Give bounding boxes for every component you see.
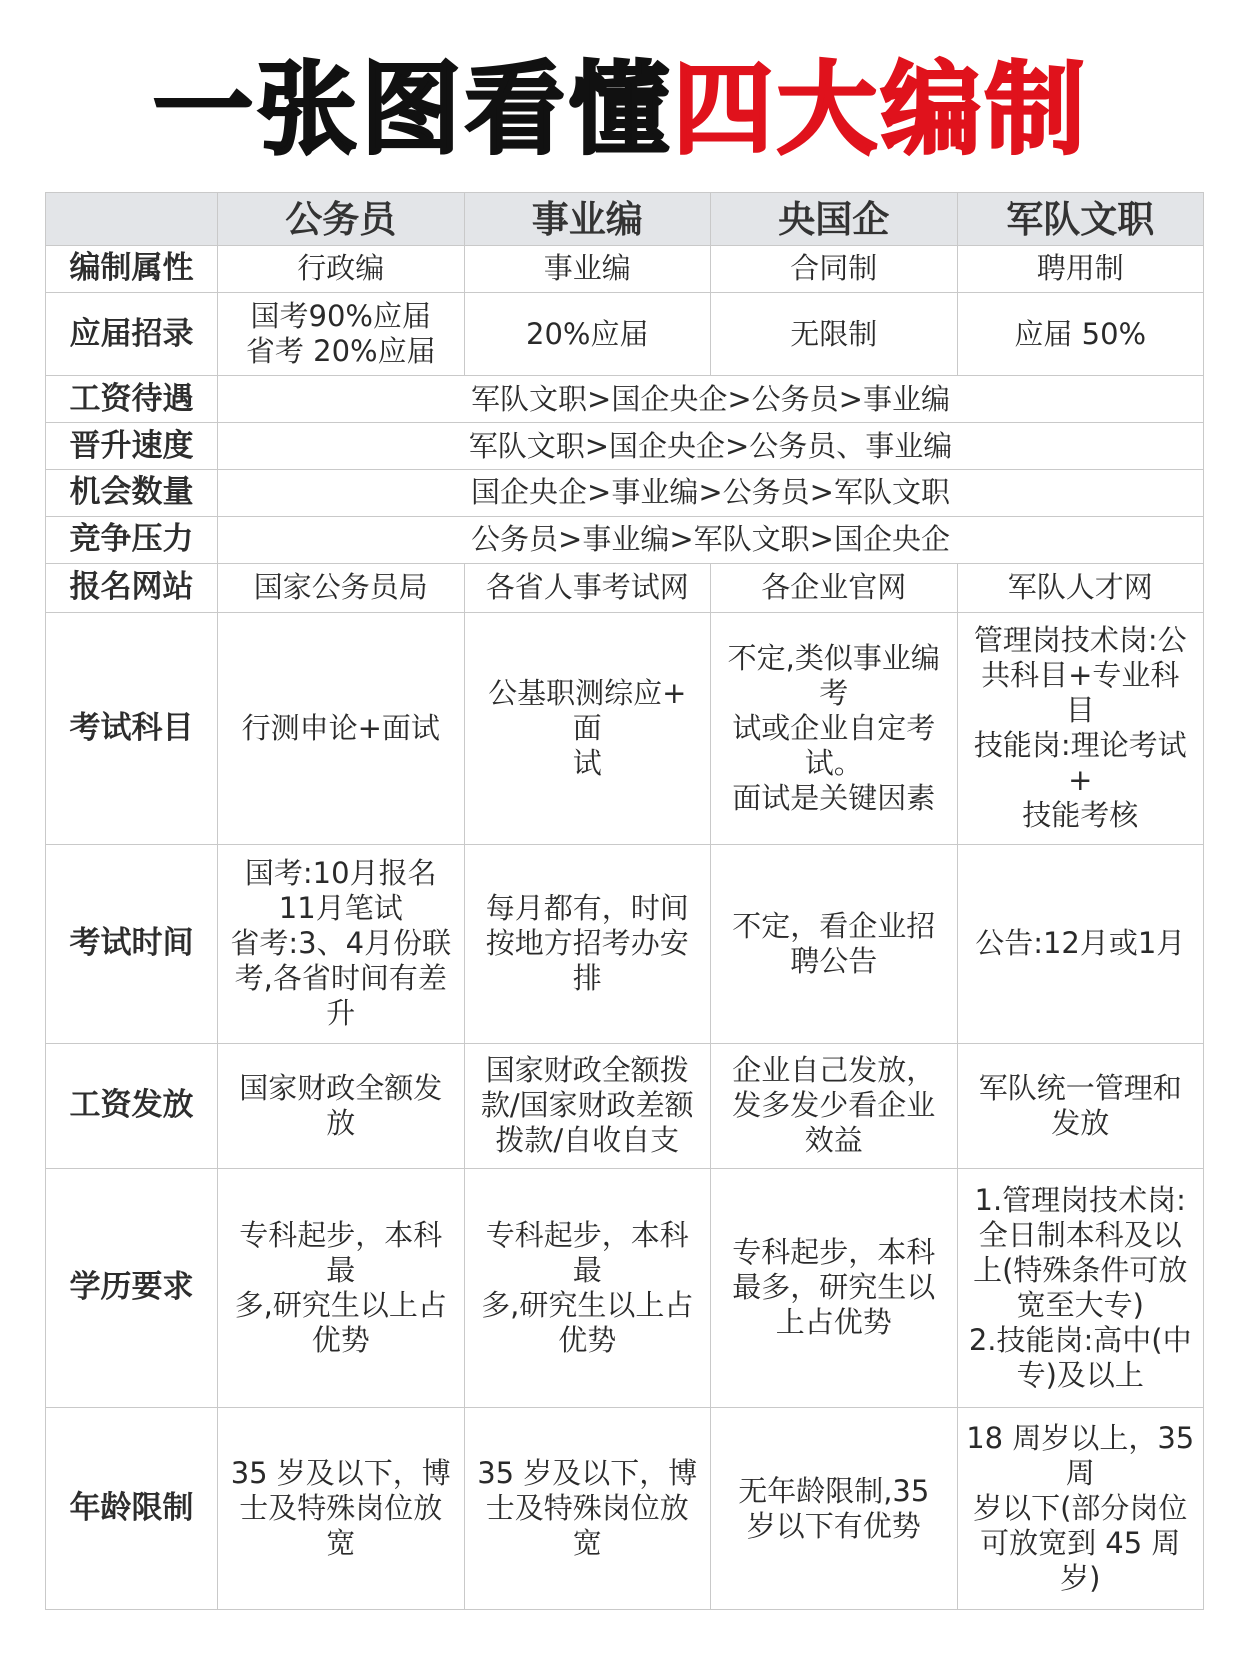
row-label: 考试时间 (46, 844, 218, 1043)
table-row (46, 376, 1204, 423)
table-cell: 国家财政全额拨 款/国家财政差额 拨款/自收自支 (464, 1043, 711, 1168)
table-cell: 18 周岁以上，35 周 岁以下(部分岗位 可放宽到 45 周 岁) (957, 1408, 1204, 1610)
table-row (46, 1043, 1204, 1168)
table-cell: 军队人才网 (957, 563, 1204, 612)
row-label: 报名网站 (46, 563, 218, 612)
merged-cell: 军队文职>国企央企>公务员>事业编 (218, 376, 1204, 423)
table-cell: 国考90%应届 省考 20%应届 (218, 292, 465, 376)
table-row (46, 563, 1204, 612)
table-cell: 1.管理岗技术岗: 全日制本科及以 上(特殊条件可放 宽至大专) 2.技能岗:高中(中 专)及以上 (957, 1168, 1204, 1407)
table-row (46, 292, 1204, 376)
table-cell: 无年龄限制,35 岁以下有优势 (711, 1408, 958, 1610)
table-cell: 专科起步，本科 最多，研究生以 上占优势 (711, 1168, 958, 1407)
table-row (46, 844, 1204, 1043)
table-cell: 行政编 (218, 246, 465, 293)
row-label: 应届招录 (46, 292, 218, 376)
column-header: 军队文职 (957, 193, 1204, 246)
merged-cell: 国企央企>事业编>公务员>军队文职 (218, 470, 1204, 517)
row-label: 编制属性 (46, 246, 218, 293)
title-red-part: 四大编制 (673, 51, 1089, 168)
row-label: 学历要求 (46, 1168, 218, 1407)
table-cell: 应届 50% (957, 292, 1204, 376)
merged-cell: 军队文职>国企央企>公务员、事业编 (218, 423, 1204, 470)
table-cell: 35 岁及以下，博 士及特殊岗位放 宽 (464, 1408, 711, 1610)
table-cell: 国家财政全额发 放 (218, 1043, 465, 1168)
table-cell: 各企业官网 (711, 563, 958, 612)
page-title (0, 40, 1242, 180)
table-cell: 军队统一管理和 发放 (957, 1043, 1204, 1168)
table-cell: 企业自己发放， 发多发少看企业 效益 (711, 1043, 958, 1168)
merged-cell: 公务员>事业编>军队文职>国企央企 (218, 516, 1204, 563)
table-cell: 合同制 (711, 246, 958, 293)
column-header: 事业编 (464, 193, 711, 246)
table-cell: 不定,类似事业编 考 试或企业自定考 试。 面试是关键因素 (711, 612, 958, 844)
table-cell: 各省人事考试网 (464, 563, 711, 612)
comparison-table (45, 192, 1204, 1610)
table-cell: 行测申论+面试 (218, 612, 465, 844)
table-cell: 每月都有，时间 按地方招考办安 排 (464, 844, 711, 1043)
table-cell: 无限制 (711, 292, 958, 376)
table-cell: 聘用制 (957, 246, 1204, 293)
row-label: 年龄限制 (46, 1408, 218, 1610)
table-cell: 公基职测综应+ 面 试 (464, 612, 711, 844)
title-black-part: 一张图看懂 (153, 51, 673, 168)
column-header: 央国企 (711, 193, 958, 246)
table-row (46, 1408, 1204, 1610)
table-cell: 专科起步，本科 最 多,研究生以上占 优势 (218, 1168, 465, 1407)
header-row (46, 193, 1204, 246)
table-cell: 国考:10月报名 11月笔试 省考:3、4月份联 考,各省时间有差 升 (218, 844, 465, 1043)
row-label: 考试科目 (46, 612, 218, 844)
table-cell: 管理岗技术岗:公 共科目+专业科 目 技能岗:理论考试 + 技能考核 (957, 612, 1204, 844)
table-cell: 事业编 (464, 246, 711, 293)
row-label: 晋升速度 (46, 423, 218, 470)
table-cell: 不定，看企业招 聘公告 (711, 844, 958, 1043)
table-cell: 国家公务员局 (218, 563, 465, 612)
column-header: 公务员 (218, 193, 465, 246)
table-row (46, 516, 1204, 563)
header-corner (46, 193, 218, 246)
table-row (46, 1168, 1204, 1407)
table-row (46, 246, 1204, 293)
table-row (46, 612, 1204, 844)
table-row (46, 423, 1204, 470)
row-label: 工资待遇 (46, 376, 218, 423)
table-cell: 35 岁及以下，博 士及特殊岗位放 宽 (218, 1408, 465, 1610)
table-cell: 20%应届 (464, 292, 711, 376)
row-label: 竞争压力 (46, 516, 218, 563)
table-cell: 公告:12月或1月 (957, 844, 1204, 1043)
row-label: 机会数量 (46, 470, 218, 517)
row-label: 工资发放 (46, 1043, 218, 1168)
table-cell: 专科起步，本科 最 多,研究生以上占 优势 (464, 1168, 711, 1407)
table-row (46, 470, 1204, 517)
